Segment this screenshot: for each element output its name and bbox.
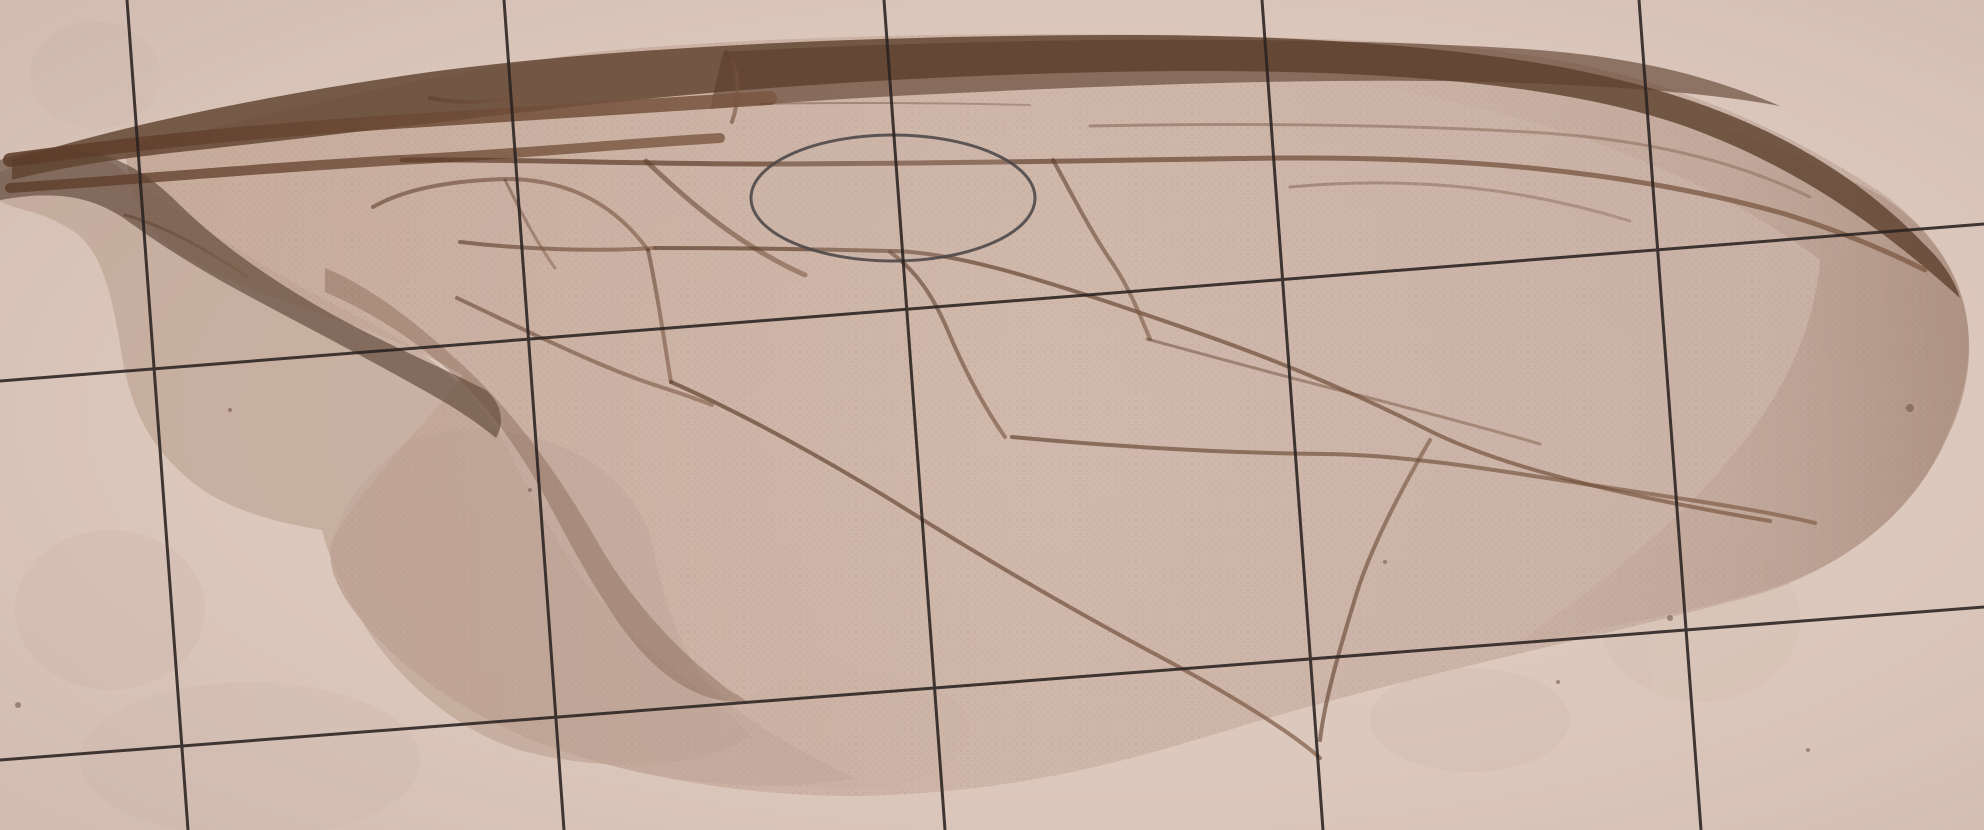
stigma-outline bbox=[751, 135, 1035, 261]
